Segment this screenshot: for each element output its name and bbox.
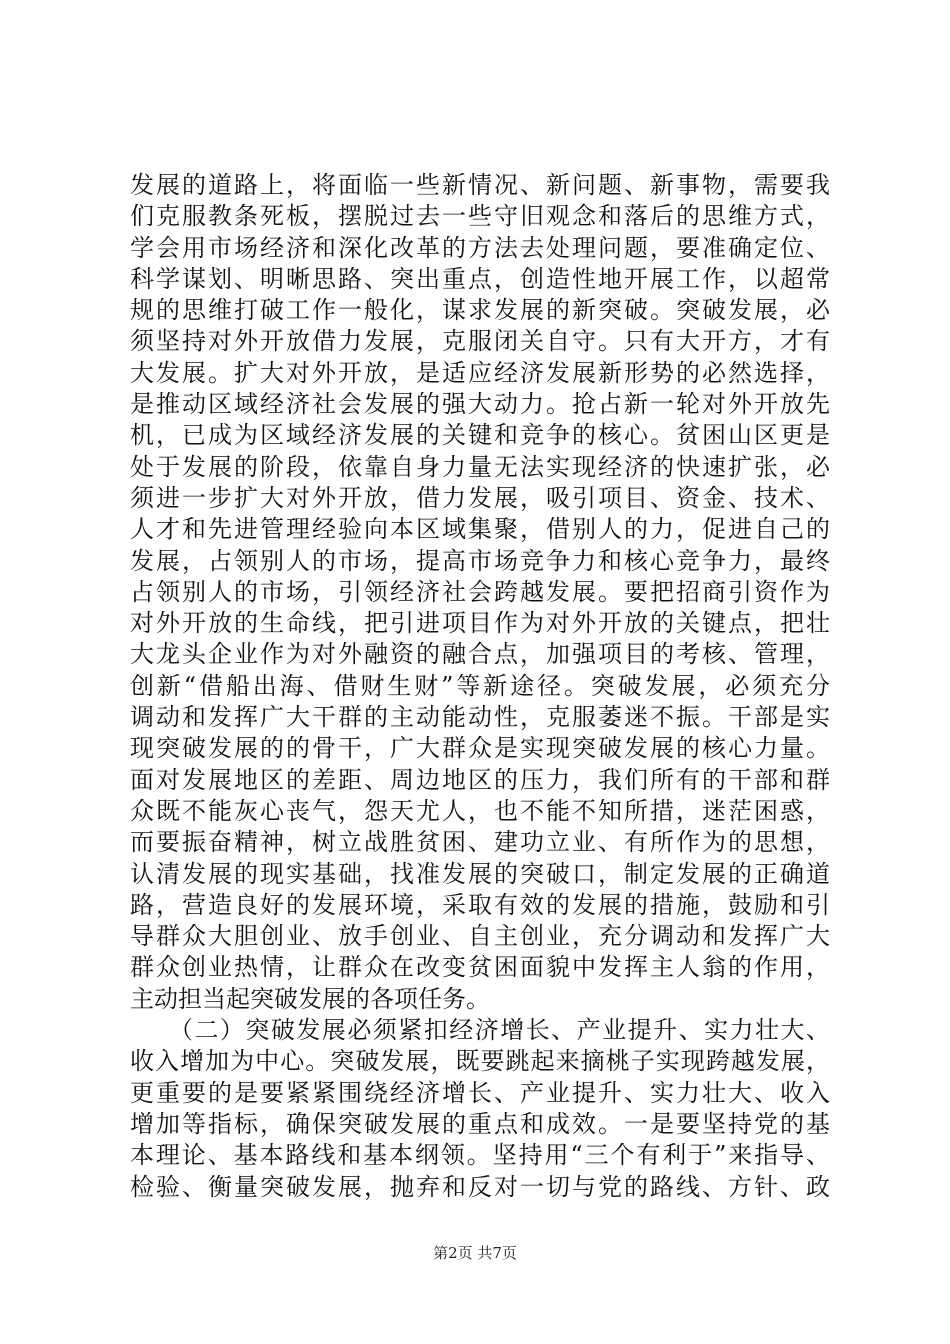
text-line: 主动担当起突破发展的各项任务。 [130, 984, 490, 1013]
text-line: 规的思维打破工作一般化，谋求发展的新突破。突破发展，必 [130, 296, 830, 325]
text-line: 发展，占领别人的市场，提高市场竞争力和核心竞争力，最终 [130, 546, 830, 575]
text-line: 发展的道路上，将面临一些新情况、新问题、新事物，需要我 [130, 171, 830, 199]
text-line: 而要振奋精神，树立战胜贫困、建功立业、有所作为的思想， [130, 828, 830, 857]
text-line: 占领别人的市场，引领经济社会跨越发展。要把招商引资作为 [130, 577, 830, 606]
text-line: 人才和先进管理经验向本区域集聚，借别人的力，促进自己的 [130, 515, 830, 544]
text-line: 对外开放的生命线，把引进项目作为对外开放的关键点，把壮 [130, 609, 830, 638]
body-text [130, 170, 830, 1203]
page-footer: 第2页 共7页 [433, 1244, 517, 1262]
text-line: 须坚持对外开放借力发展，克服闭关自守。只有大开方，才有 [130, 327, 830, 356]
text-line: 群众创业热情，让群众在改变贫困面貌中发挥主人翁的作用， [130, 953, 830, 982]
text-line: 处于发展的阶段，依靠自身力量无法实现经济的快速扩张，必 [130, 452, 830, 481]
text-line: 们克服教条死板，摆脱过去一些守旧观念和落后的思维方式， [130, 202, 830, 231]
text-line: 调动和发挥广大干群的主动能动性，克服萎迷不振。干部是实 [130, 703, 830, 732]
text-line: （二）突破发展必须紧扣经济增长、产业提升、实力壮大、 [130, 1016, 830, 1045]
text-line: 科学谋划、明晰思路、突出重点，创造性地开展工作，以超常 [130, 264, 830, 293]
text-line: 路，营造良好的发展环境，采取有效的发展的措施，鼓励和引 [130, 890, 830, 919]
text-line: 增加等指标，确保突破发展的重点和成效。一是要坚持党的基 [130, 1109, 830, 1138]
text-line: 须进一步扩大对外开放，借力发展，吸引项目、资金、技术、 [130, 483, 830, 512]
text-line: 检验、衡量突破发展，抛弃和反对一切与党的路线、方针、政 [130, 1172, 830, 1201]
text-line: 是推动区域经济社会发展的强大动力。抢占新一轮对外开放先 [130, 390, 830, 419]
text-line: 机，已成为区域经济发展的关键和竞争的核心。贫困山区更是 [130, 421, 830, 450]
text-line: 现突破发展的的骨干，广大群众是实现突破发展的核心力量。 [130, 734, 830, 763]
text-line: 本理论、基本路线和基本纲领。坚持用“三个有利于”来指导、 [130, 1141, 830, 1170]
text-line: 创新“借船出海、借财生财”等新途径。突破发展，必须充分 [130, 671, 830, 700]
text-line: 大发展。扩大对外开放，是适应经济发展新形势的必然选择， [130, 358, 830, 387]
text-line: 认清发展的现实基础，找准发展的突破口，制定发展的正确道 [130, 859, 830, 888]
text-line: 面对发展地区的差距、周边地区的压力，我们所有的干部和群 [130, 765, 830, 794]
text-line: 导群众大胆创业、放手创业、自主创业，充分调动和发挥广大 [130, 922, 830, 951]
text-line: 更重要的是要紧紧围绕经济增长、产业提升、实力壮大、收入 [130, 1078, 830, 1107]
text-line: 众既不能灰心丧气，怨天尤人，也不能不知所措，迷茫困惑， [130, 796, 830, 825]
text-line: 收入增加为中心。突破发展，既要跳起来摘桃子实现跨越发展， [130, 1047, 830, 1076]
text-line: 大龙头企业作为对外融资的融合点，加强项目的考核、管理， [130, 640, 830, 669]
text-line: 学会用市场经济和深化改革的方法去处理问题，要准确定位、 [130, 233, 830, 262]
